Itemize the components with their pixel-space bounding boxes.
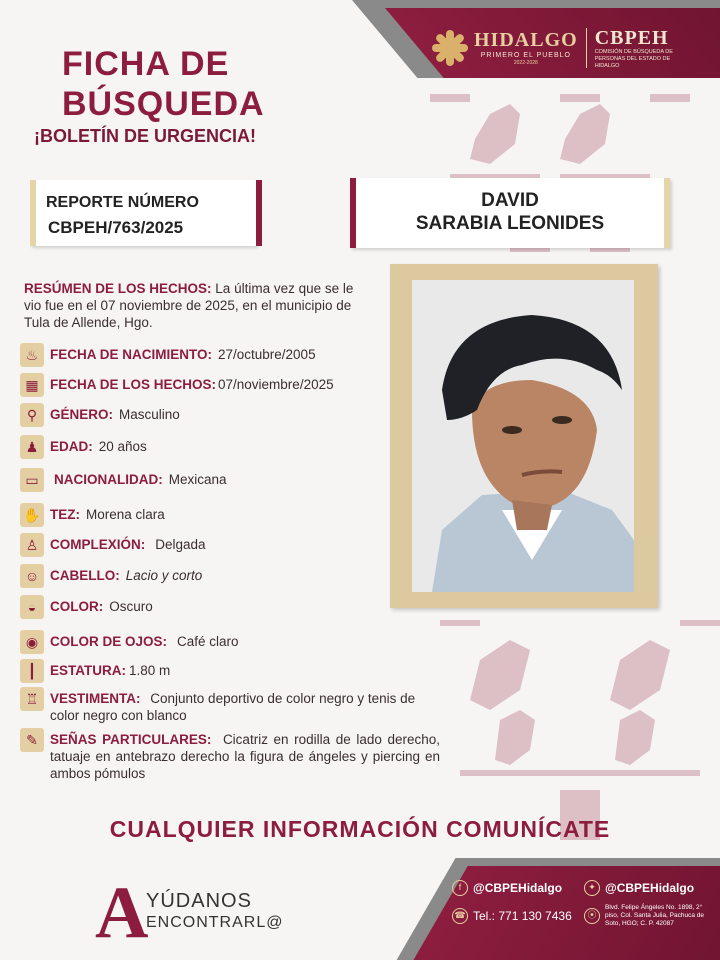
- fact-label: VESTIMENTA:: [50, 691, 141, 706]
- fact-value: Mexicana: [168, 472, 227, 487]
- page-subtitle: ¡BOLETÍN DE URGENCIA!: [34, 126, 256, 146]
- fact-row-event-date: [20, 376, 334, 397]
- person-name-card: [350, 178, 670, 248]
- government-logo: [432, 22, 675, 74]
- gender-icon: ⚲: [20, 403, 44, 427]
- ruler-icon: ┃: [20, 659, 44, 683]
- fact-value: Conjunto deportivo de color negro y tenis de color negro con blanco: [50, 691, 416, 723]
- fact-label: COLOR DE OJOS:: [50, 634, 168, 649]
- phone-number: Tel.: 771 130 7436: [473, 909, 572, 923]
- address-text: Blvd. Felipe Ángeles No. 1898, 2° piso, Col. Santa Julia, Pachuca de Soto, HGO; C. P. 42087: [605, 904, 705, 927]
- cake-icon: ♨: [20, 343, 44, 367]
- twitter-handle: @CBPEHidalgo: [605, 881, 695, 895]
- fact-value: 1.80 m: [129, 663, 171, 678]
- shirt-icon: ♖: [20, 687, 44, 711]
- fact-row-build: [20, 536, 206, 557]
- color-icon: ◒: [20, 595, 44, 619]
- help-logo-line1: YÚDANOS: [146, 890, 252, 912]
- skin-icon: ✋: [20, 503, 44, 527]
- calendar-icon: ▦: [20, 373, 44, 397]
- summary-text: La última vez que se le vio fue en el 07 noviembre de 2025, en el municipio de Tula de Allende, Hgo.: [24, 281, 354, 330]
- fact-text: [50, 690, 440, 724]
- location-pin-icon: ⦿: [584, 908, 600, 924]
- fact-value: Oscuro: [109, 599, 153, 614]
- fact-row-eye-color: [20, 633, 239, 654]
- id-card-icon: ▭: [20, 468, 44, 492]
- fact-value: 20 años: [98, 439, 147, 454]
- hair-icon: ☺: [20, 564, 44, 588]
- fact-value: 07/noviembre/2025: [218, 377, 334, 392]
- fact-value: Café claro: [177, 634, 239, 649]
- fact-row-gender: [20, 406, 180, 427]
- fact-value: Delgada: [155, 537, 206, 552]
- fact-label: GÉNERO:: [50, 407, 114, 422]
- footer-facebook[interactable]: [452, 880, 562, 896]
- person-last-name: SARABIA LEONIDES: [415, 213, 605, 234]
- logo-cbpeh: CBPEH: [594, 26, 669, 49]
- fact-value: Cicatriz en rodilla de lado derecho, tatuaje en antebrazo derecho la figura de ángeles y piercing en ambos pómulos: [50, 732, 440, 781]
- logo-years: 2022-2028: [513, 60, 538, 66]
- summary-of-events: [24, 280, 364, 331]
- logo-divider: [586, 28, 587, 68]
- phone-icon: ☎: [452, 908, 468, 924]
- fact-row-skin: [20, 506, 165, 527]
- person-photo: [412, 280, 634, 592]
- fact-row-marks: [20, 731, 440, 782]
- help-logo-line2: ENCONTRARL@: [146, 914, 284, 931]
- age-icon: ♟: [20, 435, 44, 459]
- fact-label: SEÑAS PARTICULARES:: [50, 732, 212, 747]
- photo-frame: [390, 264, 658, 608]
- fact-row-nationality: [20, 471, 227, 492]
- hidalgo-flower-icon: [432, 30, 468, 66]
- logo-hidalgo: HIDALGO: [474, 29, 578, 51]
- person-first-name: DAVID: [481, 190, 539, 211]
- body-icon: ♙: [20, 533, 44, 557]
- fact-value: 27/octubre/2005: [218, 347, 316, 362]
- title-line-2: BÚSQUEDA: [62, 85, 265, 123]
- logo-slogan: PRIMERO EL PUEBLO: [480, 52, 571, 59]
- logo-cbpeh-subtitle: COMISIÓN DE BÚSQUEDA DE PERSONAS DEL ESTADO DE HIDALGO: [594, 48, 673, 69]
- fact-label: ESTATURA:: [50, 663, 126, 678]
- fact-label: TEZ:: [50, 507, 80, 522]
- marks-icon: ✎: [20, 728, 44, 752]
- fact-row-height: [20, 662, 170, 683]
- fact-value: Masculino: [119, 407, 180, 422]
- fact-label: CABELLO:: [50, 568, 120, 583]
- eye-icon: ◉: [20, 630, 44, 654]
- fact-label: EDAD:: [50, 439, 93, 454]
- footer-twitter[interactable]: [584, 880, 694, 896]
- report-number-label: REPORTE NÚMERO: [46, 194, 199, 211]
- facebook-icon: f: [452, 880, 468, 896]
- fact-label: COMPLEXIÓN:: [50, 537, 146, 552]
- title-line-1: FICHA DE: [62, 45, 230, 83]
- fact-label: FECHA DE NACIMIENTO:: [50, 347, 212, 362]
- report-number-value: CBPEH/763/2025: [48, 218, 184, 237]
- footer-phone[interactable]: [452, 908, 572, 924]
- fact-row-hair: [20, 567, 202, 588]
- footer-address: [584, 904, 715, 928]
- fact-row-clothing: [20, 690, 440, 724]
- fact-row-age: [20, 438, 147, 459]
- fact-value: Morena clara: [86, 507, 165, 522]
- facebook-handle: @CBPEHidalgo: [473, 881, 563, 895]
- help-logo-letter: A: [95, 872, 149, 954]
- fact-label: COLOR:: [50, 599, 104, 614]
- fact-value: Lacio y corto: [125, 568, 203, 583]
- page-title: [62, 44, 265, 124]
- fact-label: NACIONALIDAD:: [54, 472, 163, 487]
- report-number-card: [30, 180, 256, 246]
- call-to-action: CUALQUIER INFORMACIÓN COMUNÍCATE: [109, 816, 611, 842]
- twitter-icon: ✦: [584, 880, 600, 896]
- fact-row-color: [20, 598, 153, 619]
- fact-text: [50, 731, 440, 782]
- fact-label: FECHA DE LOS HECHOS:: [50, 377, 217, 392]
- fact-row-birthdate: [20, 346, 316, 367]
- summary-label: RESÚMEN DE LOS HECHOS:: [24, 281, 212, 296]
